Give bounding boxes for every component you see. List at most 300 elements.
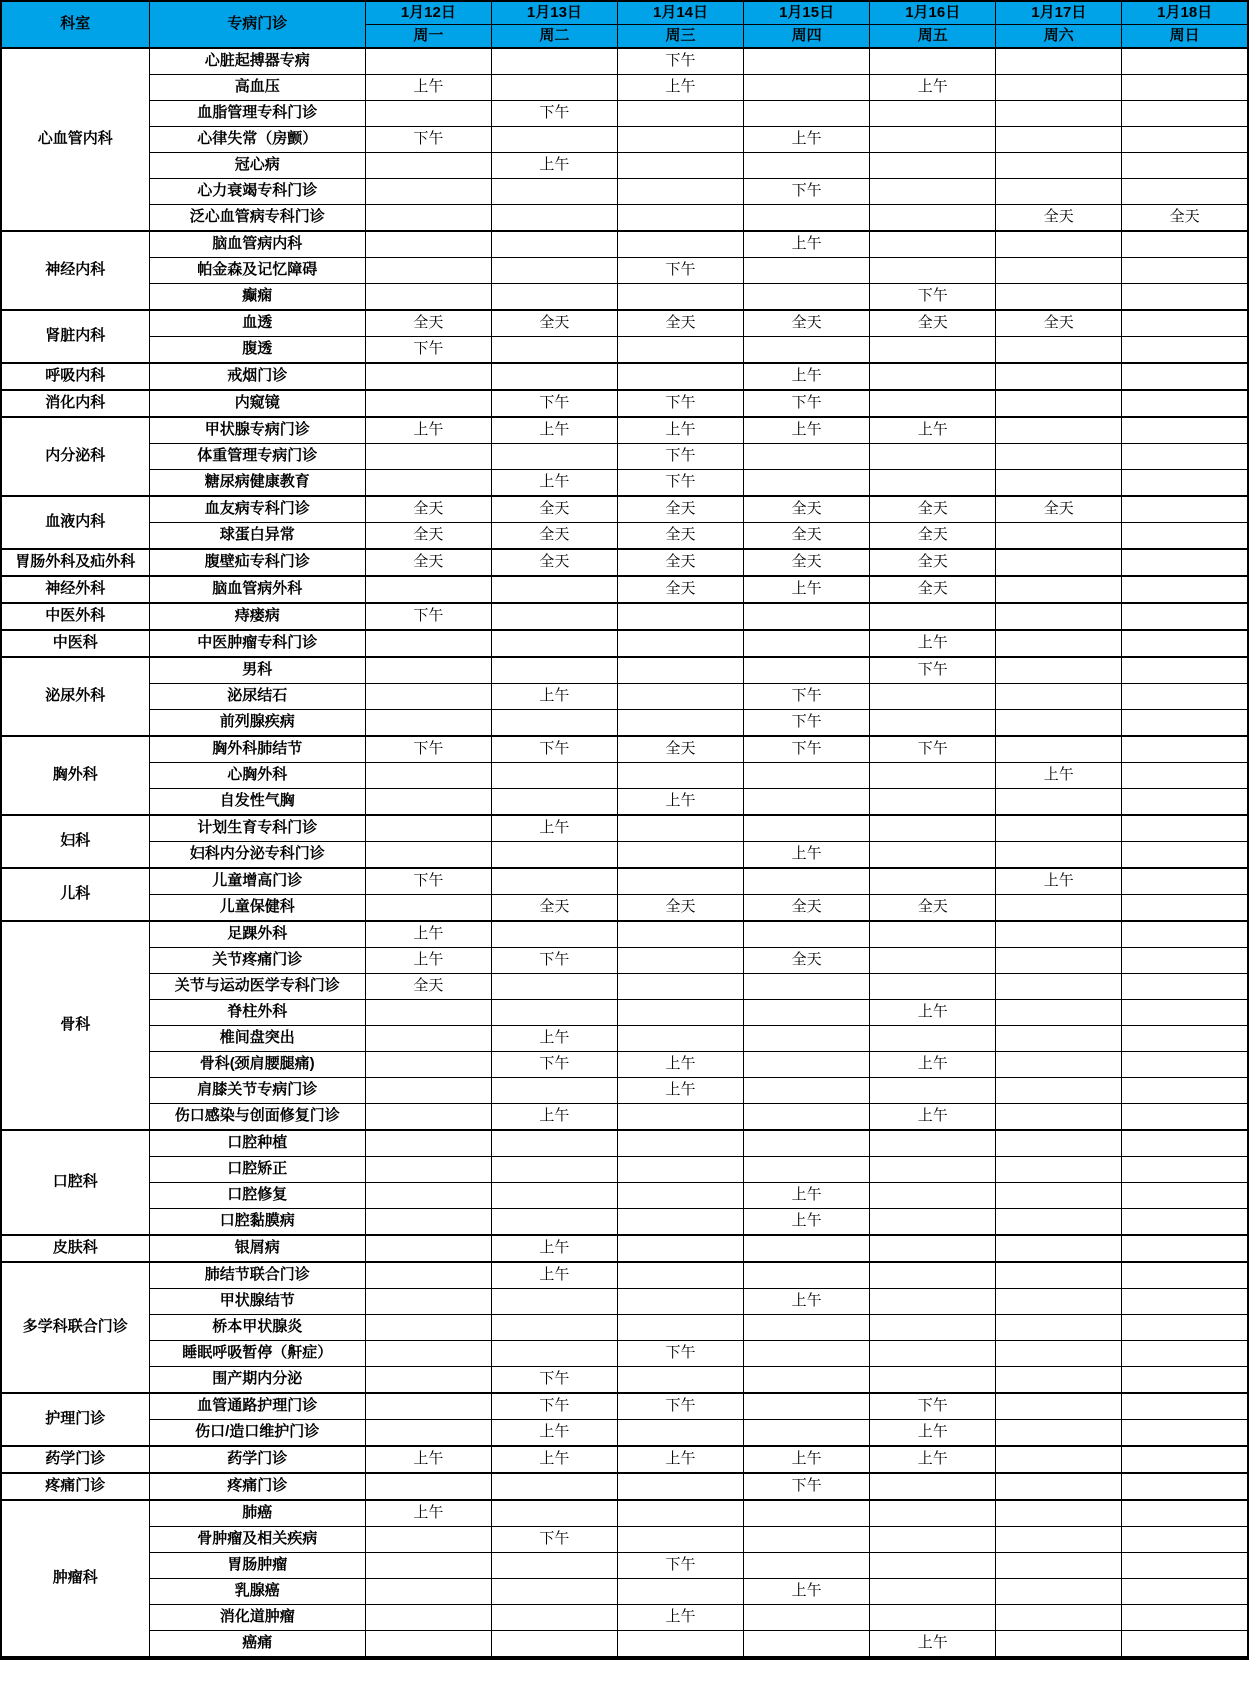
schedule-cell — [1122, 1420, 1248, 1447]
schedule-cell — [365, 1553, 491, 1579]
column-header-clinic: 专病门诊 — [149, 1, 365, 48]
clinic-name-cell: 自发性气胸 — [149, 789, 365, 816]
schedule-cell: 全天 — [617, 523, 743, 550]
schedule-cell — [365, 657, 491, 684]
schedule-cell — [744, 470, 870, 497]
schedule-cell: 全天 — [617, 576, 743, 603]
schedule-cell: 上午 — [617, 417, 743, 444]
table-row — [1, 444, 1248, 470]
schedule-cell — [491, 127, 617, 153]
table-row — [1, 310, 1248, 337]
schedule-cell — [365, 710, 491, 737]
schedule-cell — [1122, 1341, 1248, 1367]
schedule-cell — [870, 710, 996, 737]
table-row — [1, 657, 1248, 684]
schedule-cell — [491, 789, 617, 816]
schedule-cell — [1122, 710, 1248, 737]
schedule-cell: 上午 — [617, 75, 743, 101]
schedule-cell: 下午 — [744, 1473, 870, 1500]
schedule-cell: 上午 — [870, 1104, 996, 1131]
schedule-cell — [870, 1553, 996, 1579]
clinic-name-cell: 血透 — [149, 310, 365, 337]
schedule-cell: 下午 — [617, 1393, 743, 1420]
schedule-cell: 上午 — [617, 1052, 743, 1078]
schedule-cell — [744, 1052, 870, 1078]
schedule-cell: 下午 — [491, 1527, 617, 1553]
schedule-cell — [491, 1579, 617, 1605]
schedule-cell: 下午 — [491, 948, 617, 974]
schedule-cell — [996, 1026, 1122, 1052]
schedule-cell — [365, 1183, 491, 1209]
clinic-name-cell: 甲状腺专病门诊 — [149, 417, 365, 444]
schedule-cell — [365, 684, 491, 710]
schedule-cell: 上午 — [870, 1631, 996, 1659]
clinic-name-cell: 儿童保健科 — [149, 895, 365, 922]
clinic-name-cell: 口腔修复 — [149, 1183, 365, 1209]
schedule-cell: 全天 — [365, 549, 491, 576]
schedule-cell — [1122, 1527, 1248, 1553]
schedule-cell — [1122, 48, 1248, 75]
schedule-cell — [491, 763, 617, 789]
clinic-name-cell: 睡眠呼吸暂停（鼾症） — [149, 1341, 365, 1367]
schedule-cell — [996, 710, 1122, 737]
schedule-cell — [1122, 842, 1248, 869]
schedule-cell: 上午 — [744, 417, 870, 444]
clinic-name-cell: 泛心血管病专科门诊 — [149, 205, 365, 232]
schedule-cell: 上午 — [996, 868, 1122, 895]
schedule-cell — [996, 895, 1122, 922]
clinic-name-cell: 脑血管病内科 — [149, 231, 365, 258]
schedule-cell — [491, 657, 617, 684]
schedule-cell — [996, 1052, 1122, 1078]
schedule-cell — [870, 153, 996, 179]
clinic-name-cell: 体重管理专病门诊 — [149, 444, 365, 470]
department-cell: 泌尿外科 — [1, 657, 149, 736]
schedule-cell: 下午 — [491, 1367, 617, 1394]
schedule-cell — [996, 75, 1122, 101]
schedule-cell: 全天 — [617, 549, 743, 576]
schedule-cell — [996, 1553, 1122, 1579]
schedule-cell — [996, 337, 1122, 364]
schedule-cell: 下午 — [744, 390, 870, 417]
schedule-cell — [744, 444, 870, 470]
schedule-cell — [1122, 1052, 1248, 1078]
clinic-name-cell: 甲状腺结节 — [149, 1289, 365, 1315]
schedule-cell: 下午 — [365, 337, 491, 364]
clinic-name-cell: 心力衰竭专科门诊 — [149, 179, 365, 205]
schedule-cell — [1122, 179, 1248, 205]
schedule-cell: 上午 — [744, 1209, 870, 1236]
schedule-cell — [744, 1420, 870, 1447]
schedule-cell — [1122, 496, 1248, 523]
schedule-cell — [617, 1367, 743, 1394]
clinic-name-cell: 糖尿病健康教育 — [149, 470, 365, 497]
schedule-cell — [1122, 444, 1248, 470]
clinic-name-cell: 计划生育专科门诊 — [149, 815, 365, 842]
schedule-cell — [1122, 153, 1248, 179]
schedule-cell — [1122, 815, 1248, 842]
schedule-cell — [1122, 576, 1248, 603]
schedule-cell: 下午 — [491, 1393, 617, 1420]
schedule-cell — [617, 1157, 743, 1183]
schedule-cell: 全天 — [744, 549, 870, 576]
clinic-name-cell: 肩膝关节专病门诊 — [149, 1078, 365, 1104]
schedule-cell: 下午 — [870, 736, 996, 763]
schedule-cell — [870, 179, 996, 205]
department-cell: 神经外科 — [1, 576, 149, 603]
schedule-cell: 全天 — [744, 496, 870, 523]
schedule-cell — [491, 1130, 617, 1157]
schedule-cell — [744, 1078, 870, 1104]
schedule-cell — [1122, 1157, 1248, 1183]
schedule-cell — [365, 1315, 491, 1341]
schedule-cell — [365, 1367, 491, 1394]
clinic-name-cell: 肺癌 — [149, 1500, 365, 1527]
table-row — [1, 1420, 1248, 1447]
table-row — [1, 868, 1248, 895]
schedule-cell — [870, 603, 996, 630]
schedule-cell — [491, 1500, 617, 1527]
schedule-cell — [744, 1631, 870, 1659]
schedule-cell — [744, 101, 870, 127]
schedule-cell: 上午 — [491, 470, 617, 497]
schedule-cell — [491, 363, 617, 390]
schedule-cell — [365, 444, 491, 470]
schedule-cell: 下午 — [870, 657, 996, 684]
schedule-cell: 全天 — [744, 310, 870, 337]
schedule-cell — [617, 1130, 743, 1157]
table-row — [1, 895, 1248, 922]
schedule-cell — [491, 1289, 617, 1315]
schedule-cell — [1122, 1579, 1248, 1605]
schedule-cell — [365, 153, 491, 179]
clinic-name-cell: 血脂管理专科门诊 — [149, 101, 365, 127]
schedule-cell — [491, 1209, 617, 1236]
schedule-cell — [617, 1235, 743, 1262]
table-row — [1, 1473, 1248, 1500]
schedule-cell: 下午 — [617, 258, 743, 284]
clinic-name-cell: 胃肠肿瘤 — [149, 1553, 365, 1579]
table-row — [1, 1553, 1248, 1579]
schedule-cell — [1122, 470, 1248, 497]
weekday-header: 周三 — [617, 25, 743, 49]
schedule-cell: 全天 — [491, 895, 617, 922]
table-row — [1, 1000, 1248, 1026]
schedule-cell: 上午 — [870, 1052, 996, 1078]
schedule-cell: 上午 — [744, 127, 870, 153]
table-row — [1, 1446, 1248, 1473]
schedule-cell — [870, 948, 996, 974]
schedule-cell — [617, 363, 743, 390]
schedule-cell: 全天 — [617, 310, 743, 337]
schedule-cell — [617, 710, 743, 737]
schedule-cell: 上午 — [744, 231, 870, 258]
schedule-cell — [1122, 363, 1248, 390]
table-row — [1, 153, 1248, 179]
date-header: 1月15日 — [744, 1, 870, 25]
clinic-name-cell: 癫痫 — [149, 284, 365, 311]
schedule-cell: 上午 — [491, 1446, 617, 1473]
schedule-cell: 上午 — [744, 363, 870, 390]
date-header: 1月18日 — [1122, 1, 1248, 25]
schedule-cell — [491, 75, 617, 101]
clinic-name-cell: 癌痛 — [149, 1631, 365, 1659]
schedule-cell — [365, 1341, 491, 1367]
schedule-cell — [365, 390, 491, 417]
schedule-cell — [870, 763, 996, 789]
schedule-cell — [744, 1315, 870, 1341]
schedule-cell — [996, 684, 1122, 710]
clinic-name-cell: 戒烟门诊 — [149, 363, 365, 390]
schedule-cell — [491, 1183, 617, 1209]
clinic-name-cell: 儿童增高门诊 — [149, 868, 365, 895]
clinic-name-cell: 药学门诊 — [149, 1446, 365, 1473]
schedule-cell: 上午 — [744, 576, 870, 603]
schedule-cell — [1122, 868, 1248, 895]
schedule-cell — [365, 48, 491, 75]
schedule-cell — [996, 736, 1122, 763]
schedule-cell — [491, 205, 617, 232]
schedule-cell — [996, 1420, 1122, 1447]
table-row — [1, 390, 1248, 417]
table-row — [1, 1130, 1248, 1157]
clinic-name-cell: 血管通路护理门诊 — [149, 1393, 365, 1420]
schedule-cell — [617, 1000, 743, 1026]
schedule-cell — [744, 153, 870, 179]
schedule-cell: 全天 — [365, 310, 491, 337]
schedule-cell — [617, 684, 743, 710]
schedule-cell — [996, 1130, 1122, 1157]
weekday-header: 周日 — [1122, 25, 1248, 49]
schedule-cell — [617, 603, 743, 630]
schedule-cell — [870, 48, 996, 75]
weekday-header: 周二 — [491, 25, 617, 49]
clinic-name-cell: 血友病专科门诊 — [149, 496, 365, 523]
schedule-cell — [744, 1553, 870, 1579]
schedule-cell: 上午 — [744, 1183, 870, 1209]
schedule-cell — [617, 1579, 743, 1605]
schedule-cell: 下午 — [617, 444, 743, 470]
schedule-cell — [996, 1341, 1122, 1367]
schedule-cell: 下午 — [744, 684, 870, 710]
table-row — [1, 576, 1248, 603]
date-header: 1月13日 — [491, 1, 617, 25]
schedule-cell: 上午 — [744, 842, 870, 869]
department-cell: 心血管内科 — [1, 48, 149, 231]
schedule-cell — [365, 1052, 491, 1078]
clinic-name-cell: 帕金森及记忆障碍 — [149, 258, 365, 284]
schedule-cell — [1122, 763, 1248, 789]
schedule-cell — [870, 974, 996, 1000]
schedule-cell: 上午 — [365, 417, 491, 444]
schedule-cell — [365, 842, 491, 869]
schedule-cell — [491, 179, 617, 205]
schedule-cell — [617, 974, 743, 1000]
table-row — [1, 1209, 1248, 1236]
clinic-name-cell: 关节与运动医学专科门诊 — [149, 974, 365, 1000]
clinic-name-cell: 骨肿瘤及相关疾病 — [149, 1527, 365, 1553]
schedule-cell — [1122, 1393, 1248, 1420]
schedule-cell: 下午 — [365, 736, 491, 763]
schedule-cell — [491, 1157, 617, 1183]
schedule-cell — [365, 1078, 491, 1104]
schedule-cell: 上午 — [491, 1104, 617, 1131]
schedule-cell — [996, 390, 1122, 417]
schedule-cell: 全天 — [996, 496, 1122, 523]
schedule-cell — [1122, 75, 1248, 101]
schedule-cell: 上午 — [617, 1605, 743, 1631]
date-header: 1月16日 — [870, 1, 996, 25]
table-row — [1, 48, 1248, 75]
schedule-cell — [996, 921, 1122, 948]
schedule-cell — [617, 1289, 743, 1315]
schedule-cell — [870, 684, 996, 710]
schedule-cell — [491, 842, 617, 869]
schedule-cell — [870, 1500, 996, 1527]
schedule-cell — [744, 763, 870, 789]
schedule-cell: 上午 — [617, 1078, 743, 1104]
schedule-cell: 上午 — [870, 630, 996, 657]
schedule-cell: 全天 — [744, 523, 870, 550]
schedule-table-body — [1, 48, 1248, 1658]
schedule-cell — [744, 48, 870, 75]
table-row — [1, 684, 1248, 710]
weekday-header: 周一 — [365, 25, 491, 49]
schedule-cell — [996, 1579, 1122, 1605]
schedule-cell: 全天 — [491, 310, 617, 337]
schedule-cell — [617, 1500, 743, 1527]
table-row — [1, 1183, 1248, 1209]
clinic-name-cell: 心胸外科 — [149, 763, 365, 789]
department-cell: 肾脏内科 — [1, 310, 149, 363]
clinic-name-cell: 心脏起搏器专病 — [149, 48, 365, 75]
schedule-cell: 上午 — [491, 815, 617, 842]
schedule-cell: 上午 — [870, 1446, 996, 1473]
schedule-cell — [996, 101, 1122, 127]
table-row — [1, 127, 1248, 153]
schedule-cell: 上午 — [870, 1000, 996, 1026]
schedule-cell — [491, 1631, 617, 1659]
department-cell: 胸外科 — [1, 736, 149, 815]
schedule-cell — [870, 390, 996, 417]
schedule-cell — [1122, 258, 1248, 284]
schedule-cell — [491, 603, 617, 630]
department-cell: 妇科 — [1, 815, 149, 868]
schedule-cell — [744, 1527, 870, 1553]
schedule-cell — [365, 1130, 491, 1157]
table-row — [1, 1341, 1248, 1367]
table-row — [1, 101, 1248, 127]
schedule-cell — [365, 1420, 491, 1447]
schedule-cell — [365, 1289, 491, 1315]
schedule-cell — [996, 363, 1122, 390]
schedule-cell — [996, 1500, 1122, 1527]
schedule-cell — [491, 1605, 617, 1631]
schedule-cell: 下午 — [617, 48, 743, 75]
schedule-cell — [870, 1078, 996, 1104]
schedule-cell — [870, 1473, 996, 1500]
schedule-cell — [744, 815, 870, 842]
clinic-name-cell: 口腔黏膜病 — [149, 1209, 365, 1236]
schedule-cell — [1122, 417, 1248, 444]
schedule-cell — [365, 1631, 491, 1659]
schedule-cell: 上午 — [996, 763, 1122, 789]
clinic-name-cell: 中医肿瘤专科门诊 — [149, 630, 365, 657]
schedule-cell — [1122, 921, 1248, 948]
schedule-cell: 下午 — [617, 470, 743, 497]
schedule-cell: 下午 — [744, 179, 870, 205]
schedule-cell — [1122, 1235, 1248, 1262]
schedule-cell — [744, 789, 870, 816]
schedule-cell — [491, 48, 617, 75]
department-cell: 护理门诊 — [1, 1393, 149, 1446]
clinic-name-cell: 消化道肿瘤 — [149, 1605, 365, 1631]
schedule-cell — [365, 1026, 491, 1052]
schedule-cell — [365, 1605, 491, 1631]
schedule-cell: 全天 — [1122, 205, 1248, 232]
schedule-cell — [996, 1473, 1122, 1500]
table-row — [1, 710, 1248, 737]
department-cell: 皮肤科 — [1, 1235, 149, 1262]
schedule-cell — [617, 1315, 743, 1341]
schedule-cell — [996, 657, 1122, 684]
schedule-cell — [870, 1315, 996, 1341]
table-row — [1, 1289, 1248, 1315]
schedule-cell — [365, 815, 491, 842]
department-cell: 药学门诊 — [1, 1446, 149, 1473]
schedule-cell — [870, 921, 996, 948]
table-row — [1, 1315, 1248, 1341]
schedule-cell — [870, 1367, 996, 1394]
schedule-cell — [1122, 948, 1248, 974]
schedule-cell — [365, 1209, 491, 1236]
department-cell: 肿瘤科 — [1, 1500, 149, 1658]
schedule-cell — [617, 1209, 743, 1236]
clinic-name-cell: 腹壁疝专科门诊 — [149, 549, 365, 576]
schedule-cell — [744, 1393, 870, 1420]
schedule-cell — [1122, 127, 1248, 153]
schedule-cell — [365, 763, 491, 789]
schedule-cell — [365, 630, 491, 657]
date-header: 1月12日 — [365, 1, 491, 25]
schedule-cell — [1122, 1473, 1248, 1500]
schedule-cell — [1122, 1183, 1248, 1209]
schedule-cell — [617, 284, 743, 311]
clinic-name-cell: 肺结节联合门诊 — [149, 1262, 365, 1289]
table-row — [1, 763, 1248, 789]
department-cell: 胃肠外科及疝外科 — [1, 549, 149, 576]
date-header: 1月14日 — [617, 1, 743, 25]
schedule-cell — [744, 1000, 870, 1026]
schedule-cell: 上午 — [617, 1446, 743, 1473]
schedule-cell: 全天 — [744, 948, 870, 974]
schedule-cell — [1122, 231, 1248, 258]
schedule-cell — [996, 842, 1122, 869]
schedule-cell — [870, 231, 996, 258]
schedule-cell — [744, 258, 870, 284]
schedule-cell — [491, 1000, 617, 1026]
schedule-cell — [617, 657, 743, 684]
schedule-cell: 上午 — [744, 1579, 870, 1605]
schedule-cell: 全天 — [365, 523, 491, 550]
table-row — [1, 284, 1248, 311]
schedule-cell: 上午 — [491, 153, 617, 179]
schedule-cell — [744, 1026, 870, 1052]
schedule-cell — [365, 1393, 491, 1420]
schedule-cell — [365, 258, 491, 284]
department-cell: 呼吸内科 — [1, 363, 149, 390]
department-cell: 多学科联合门诊 — [1, 1262, 149, 1393]
